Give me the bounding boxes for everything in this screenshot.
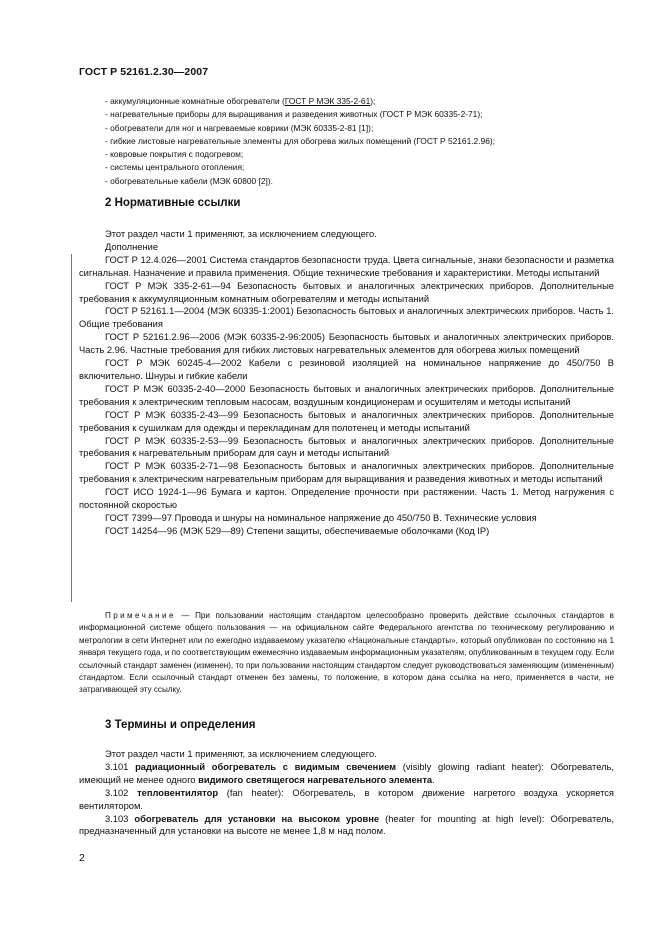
- document-header: ГОСТ Р 52161.2.30—2007: [79, 66, 209, 78]
- term-name: радиационный обогреватель с видимым свечением: [135, 761, 397, 772]
- intro-list: [105, 95, 625, 188]
- standard-reference: ГОСТ Р МЭК 335-2-61—94 Безопасность бытовых и аналогичных электрических приборов. Дополнительные требования к аккумуляционным комнатным обогревателям и методы испытаний: [79, 280, 614, 304]
- list-item: - гибкие листовые нагревательные элементы для обогрева жилых помещений (ГОСТ Р 52161.2.96);: [105, 135, 495, 146]
- standard-reference: ГОСТ ИСО 1924-1—96 Бумага и картон. Определение прочности при растяжении. Часть 1. Метод нагружения с постоянной скоростью: [79, 487, 614, 511]
- standard-reference: ГОСТ Р МЭК 60335-2-40—2000 Безопасность бытовых и аналогичных электрических приборов. Дополнительные требования к электрическим тепловым насосам, воздушным кондиционерам и осушителям и методы испытаний: [79, 383, 614, 407]
- list-item: - обогреватели для ног и нагреваемые коврики (МЭК 60335-2-81 [1]);: [105, 122, 374, 133]
- term-definition: 3.103 обогреватель для установки на высоком уровне (heater for mounting at high level): Обогреватель, предназначенный для установки на высоте не менее 1,8 м над полом.: [79, 813, 614, 837]
- standard-reference: ГОСТ Р 52161.1—2004 (МЭК 60335-1:2001) Безопасность бытовых и аналогичных электрических приборов. Часть 1. Общие требования: [79, 306, 614, 330]
- standard-reference: ГОСТ Р 12.4.026—2001 Система стандартов безопасности труда. Цвета сигнальные, знаки безопасности и разметка сигнальная. Назначение и правила применения. Общие технические требования и характеристики. Методы испытаний: [79, 254, 614, 278]
- standard-link[interactable]: ГОСТ Р МЭК 335-2-61: [284, 96, 371, 106]
- standard-reference: ГОСТ Р МЭК 60335-2-71—98 Безопасность бытовых и аналогичных электрических приборов. Дополнительные требования к электрическим нагревательным приборам для выращивания и разведения животных и методы испытаний: [79, 461, 614, 485]
- page-number: 2: [79, 852, 85, 864]
- change-bar: [71, 254, 72, 602]
- section-intro: Этот раздел части 1 применяют, за исключением следующего.: [105, 229, 377, 239]
- note-label: Примечание: [105, 611, 176, 620]
- term-definition: 3.101 радиационный обогреватель с видимым свечением (visibly glowing radiant heater): Обогреватель, имеющий не менее одного видимого светящегося нагревательного элемента.: [79, 761, 614, 785]
- standard-reference: ГОСТ Р 52161.2.96—2006 (МЭК 60335-2-96:2005) Безопасность бытовых и аналогичных электрических приборов. Часть 2.96. Частные требования для гибких листовых нагревательных элементов для обогрева жилых помещений: [79, 332, 614, 356]
- section-2-body: [79, 228, 614, 538]
- section-2-heading: 2 Нормативные ссылки: [105, 197, 241, 209]
- standard-reference: ГОСТ 7399—97 Провода и шнуры на номинальное напряжение до 450/750 В. Технические условия: [105, 512, 537, 523]
- list-item: - системы центрального отопления;: [105, 162, 245, 173]
- list-item: - ковровые покрытия с подогревом;: [105, 149, 244, 160]
- note: [79, 610, 614, 697]
- standard-reference: ГОСТ Р МЭК 60245-4—2002 Кабели с резиновой изоляцией на номинальное напряжение до 450/750 В включительно. Шнуры и гибкие кабели: [79, 358, 614, 381]
- term-name: обогреватель для установки на высоком уровне: [134, 813, 380, 824]
- term-definition: 3.102 тепловентилятор (fan heater): Обогреватель, в котором движение нагретого воздуха ускоряется вентилятором.: [79, 787, 614, 811]
- addition-label: Дополнение: [105, 241, 159, 252]
- list-item: - нагревательные приборы для выращивания и разведения животных (ГОСТ Р МЭК 60335-2-71);: [105, 109, 483, 120]
- note-text: — При пользовании настоящим стандартом целесообразно проверить действие ссылочных стандартов в информационной системе общего пользования — на официальном сайте Федерального агентства по техническому регулированию и метрологии в сети Интернет или по ежегодно издаваемому указателю «Национальные стандарты», который опубликован по состоянию на 1 января текущего года, и по соответствующим ежемесячно издаваемым информационным указателям, опубликованным в текущем году. Если ссылочный стандарт заменен (изменен), то при пользовании настоящим стандартом следует руководствоваться заменяющим (измененным) стандартом. Если ссылочный стандарт отменен без замены, то положение, в котором дана ссылка на него, применяется в части, не затрагивающей эту ссылку.: [79, 611, 614, 695]
- section-3-body: [79, 748, 614, 838]
- section-3-heading: 3 Термины и определения: [105, 719, 256, 731]
- standard-reference: ГОСТ Р МЭК 60335-2-53—99 Безопасность бытовых и аналогичных электрических приборов. Дополнительные требования к нагревательным приборам для саун и методы испытаний: [79, 435, 614, 459]
- term-name: тепловентилятор: [137, 787, 219, 798]
- list-item: - аккумуляционные комнатные обогреватели (ГОСТ Р МЭК 335-2-61);: [105, 96, 376, 106]
- standard-reference: ГОСТ Р МЭК 60335-2-43—99 Безопасность бытовых и аналогичных электрических приборов. Дополнительные требования к сушилкам для одежды и перекладинам для полотенец и методы испытаний: [79, 409, 614, 433]
- section-intro: Этот раздел части 1 применяют, за исключением следующего.: [105, 749, 377, 759]
- list-item: - обогревательные кабели (МЭК 60800 [2]).: [105, 175, 273, 186]
- standard-reference: ГОСТ 14254—96 (МЭК 529—89) Степени защиты, обеспечиваемые оболочками (Код IP): [105, 525, 490, 536]
